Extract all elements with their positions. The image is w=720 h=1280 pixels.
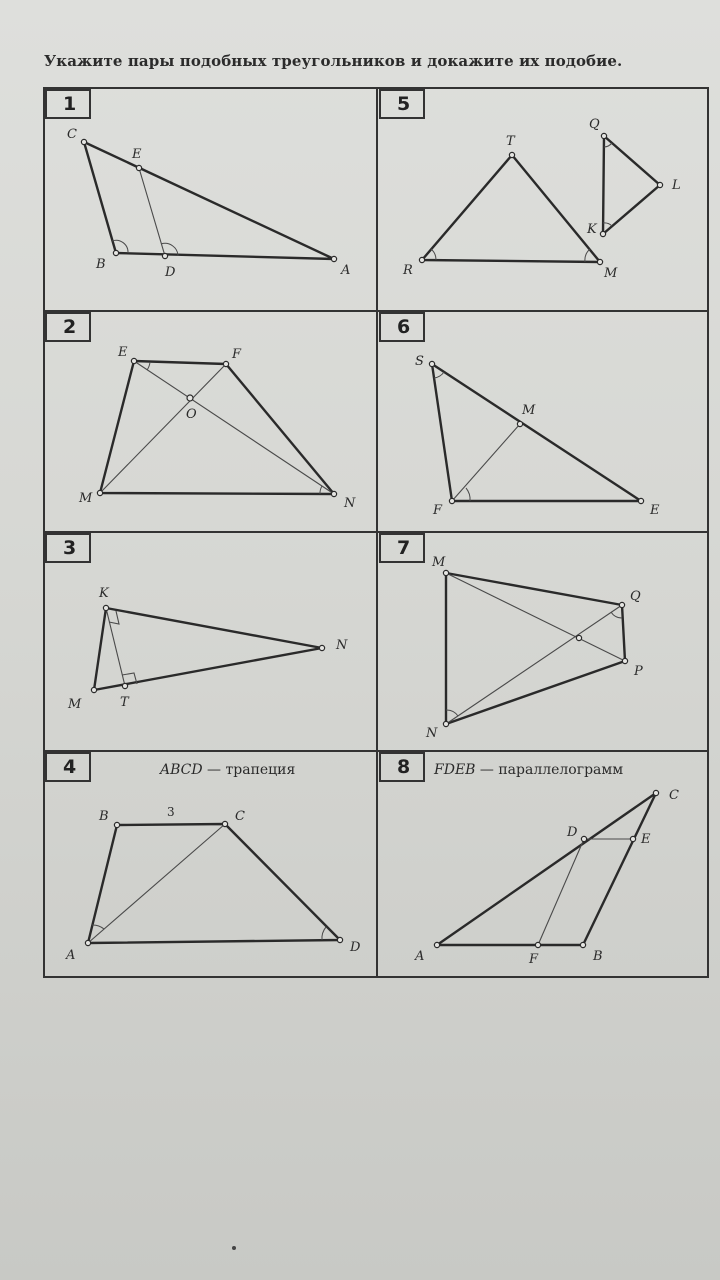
fig6-angle-S bbox=[434, 372, 444, 378]
fig5-angle-K bbox=[603, 223, 612, 226]
fig4-point-D bbox=[337, 937, 342, 942]
fig3-point-T bbox=[122, 683, 127, 688]
fig7-point-intersection bbox=[576, 635, 581, 640]
fig5-label-Q: Q bbox=[589, 117, 600, 132]
fig6-point-F bbox=[449, 498, 454, 503]
fig6-label-S: S bbox=[415, 354, 424, 369]
fig3-point-N bbox=[319, 645, 324, 650]
fig5-point-K bbox=[600, 231, 605, 236]
fig5-angle-Q bbox=[604, 143, 612, 147]
figure-8 bbox=[414, 788, 679, 967]
paper-speck bbox=[232, 1246, 236, 1250]
fig5-angle-M bbox=[585, 249, 590, 262]
figure-3 bbox=[67, 586, 348, 712]
fig4-angle-A bbox=[92, 925, 104, 929]
fig2-point-E bbox=[131, 358, 136, 363]
fig8-point-E bbox=[630, 836, 635, 841]
fig6-point-E bbox=[638, 498, 643, 503]
fig8-label-F: F bbox=[529, 952, 539, 967]
fig6-label-E: E bbox=[650, 503, 660, 518]
fig2-label-M: M bbox=[79, 491, 93, 506]
fig4-label-D: D bbox=[350, 940, 361, 955]
fig3-point-M bbox=[91, 687, 96, 692]
fig6-triangle bbox=[432, 364, 641, 501]
fig5-point-T bbox=[509, 152, 514, 157]
fig3-right-angle-K bbox=[109, 611, 119, 624]
trapezoid-name: ABCD bbox=[160, 762, 203, 778]
fig2-diagonal-FM bbox=[100, 364, 226, 493]
fig7-label-Q: Q bbox=[630, 589, 641, 604]
fig7-angle-Q bbox=[611, 612, 622, 618]
fig3-label-T: T bbox=[120, 695, 129, 710]
fig2-label-E: E bbox=[118, 345, 128, 360]
parallelogram-name: FDEB bbox=[434, 762, 476, 778]
fig4-label-B: B bbox=[99, 809, 109, 824]
fig4-point-A bbox=[85, 940, 90, 945]
parallelogram-caption-text: — параллелограмм bbox=[475, 762, 624, 778]
panel-number-4: 4 bbox=[45, 752, 91, 782]
fig8-label-D: D bbox=[567, 825, 578, 840]
panel-number-8: 8 bbox=[379, 752, 425, 782]
fig7-label-P: P bbox=[634, 664, 643, 679]
fig8-point-A bbox=[434, 942, 439, 947]
figure-5 bbox=[402, 117, 681, 281]
fig1-label-E: E bbox=[132, 147, 142, 162]
fig4-point-C bbox=[222, 821, 227, 826]
fig2-trapezoid bbox=[100, 361, 334, 494]
fig3-label-M: M bbox=[68, 697, 82, 712]
fig6-label-M: M bbox=[522, 403, 536, 418]
fig8-segment-DF bbox=[538, 839, 584, 945]
fig8-label-C: C bbox=[669, 788, 679, 803]
fig8-triangle bbox=[437, 793, 656, 945]
fig2-point-M bbox=[97, 490, 102, 495]
fig8-point-C bbox=[653, 790, 658, 795]
figure-4 bbox=[65, 805, 361, 963]
fig2-label-N: N bbox=[344, 496, 356, 511]
fig4-trapezoid bbox=[88, 824, 340, 943]
fig6-segment-FM bbox=[452, 424, 520, 501]
fig3-triangle bbox=[94, 608, 322, 690]
fig5-label-M: M bbox=[604, 266, 618, 281]
fig5-triangle-RTM bbox=[422, 155, 600, 262]
fig1-label-A: A bbox=[341, 263, 351, 278]
fig5-label-T: T bbox=[506, 134, 515, 149]
fig8-label-E: E bbox=[641, 832, 651, 847]
fig1-point-A bbox=[331, 256, 336, 261]
fig7-angle-N bbox=[446, 710, 458, 716]
fig4-angle-D bbox=[322, 927, 326, 940]
fig4-diagonal-AC bbox=[88, 824, 225, 943]
fig2-angle-E bbox=[147, 362, 150, 370]
figure-6 bbox=[415, 354, 660, 518]
figure-1 bbox=[67, 127, 350, 280]
fig1-label-C: C bbox=[67, 127, 77, 142]
fig5-label-K: K bbox=[587, 222, 597, 237]
fig5-point-Q bbox=[601, 133, 606, 138]
fig3-altitude-KT bbox=[106, 608, 125, 686]
fig6-point-S bbox=[429, 361, 434, 366]
fig7-diagonal-MP bbox=[446, 573, 625, 661]
fig1-point-C bbox=[81, 139, 86, 144]
trapezoid-caption-text: — трапеция bbox=[202, 762, 296, 778]
fig8-label-A: A bbox=[415, 949, 425, 964]
fig6-point-M bbox=[517, 421, 522, 426]
panel-number-1: 1 bbox=[45, 89, 91, 119]
fig8-point-B bbox=[580, 942, 585, 947]
fig7-label-M: M bbox=[432, 555, 446, 570]
fig7-point-P bbox=[622, 658, 627, 663]
fig5-label-L: L bbox=[672, 178, 681, 193]
figure-2 bbox=[78, 345, 356, 511]
panel-number-7: 7 bbox=[379, 533, 425, 563]
fig5-angle-R bbox=[431, 249, 436, 260]
fig1-label-D: D bbox=[165, 265, 176, 280]
fig8-point-F bbox=[535, 942, 540, 947]
fig2-point-O bbox=[187, 395, 193, 401]
fig6-label-F: F bbox=[433, 503, 443, 518]
panel-number-6: 6 bbox=[379, 312, 425, 342]
fig2-label-O: O bbox=[186, 407, 197, 422]
fig7-label-N: N bbox=[426, 726, 438, 741]
fig1-point-B bbox=[113, 250, 118, 255]
fig1-label-B: B bbox=[96, 257, 106, 272]
fig7-point-M bbox=[443, 570, 448, 575]
fig5-label-R: R bbox=[403, 263, 413, 278]
task-title: Укажите пары подобных треугольников и докажите их подобие. bbox=[44, 52, 623, 70]
fig1-segment-ED bbox=[139, 168, 165, 256]
fig7-diagonal-NQ bbox=[446, 605, 622, 724]
fig7-point-N bbox=[443, 721, 448, 726]
fig4-label-BC-length: 3 bbox=[167, 805, 175, 819]
fig1-point-D bbox=[162, 253, 167, 258]
fig3-label-K: K bbox=[99, 586, 109, 601]
fig5-point-R bbox=[419, 257, 424, 262]
fig1-point-E bbox=[136, 165, 141, 170]
figure-7 bbox=[425, 555, 643, 741]
fig3-point-K bbox=[103, 605, 108, 610]
fig2-label-F: F bbox=[232, 347, 242, 362]
fig7-quadrilateral bbox=[446, 573, 625, 724]
fig3-label-N: N bbox=[336, 638, 348, 653]
fig4-label-A: A bbox=[66, 948, 76, 963]
fig7-point-Q bbox=[619, 602, 624, 607]
fig5-point-L bbox=[657, 182, 662, 187]
fig5-point-M bbox=[597, 259, 602, 264]
fig2-point-F bbox=[223, 361, 228, 366]
panel-number-5: 5 bbox=[379, 89, 425, 119]
fig6-angle-F bbox=[466, 488, 470, 501]
fig4-label-C: C bbox=[235, 809, 245, 824]
fig5-triangle-QLK bbox=[603, 136, 660, 234]
fig8-point-D bbox=[581, 836, 586, 841]
fig4-point-B bbox=[114, 822, 119, 827]
panel-number-3: 3 bbox=[45, 533, 91, 563]
fig8-label-B: B bbox=[593, 949, 603, 964]
panel-number-2: 2 bbox=[45, 312, 91, 342]
fig2-point-N bbox=[331, 491, 336, 496]
